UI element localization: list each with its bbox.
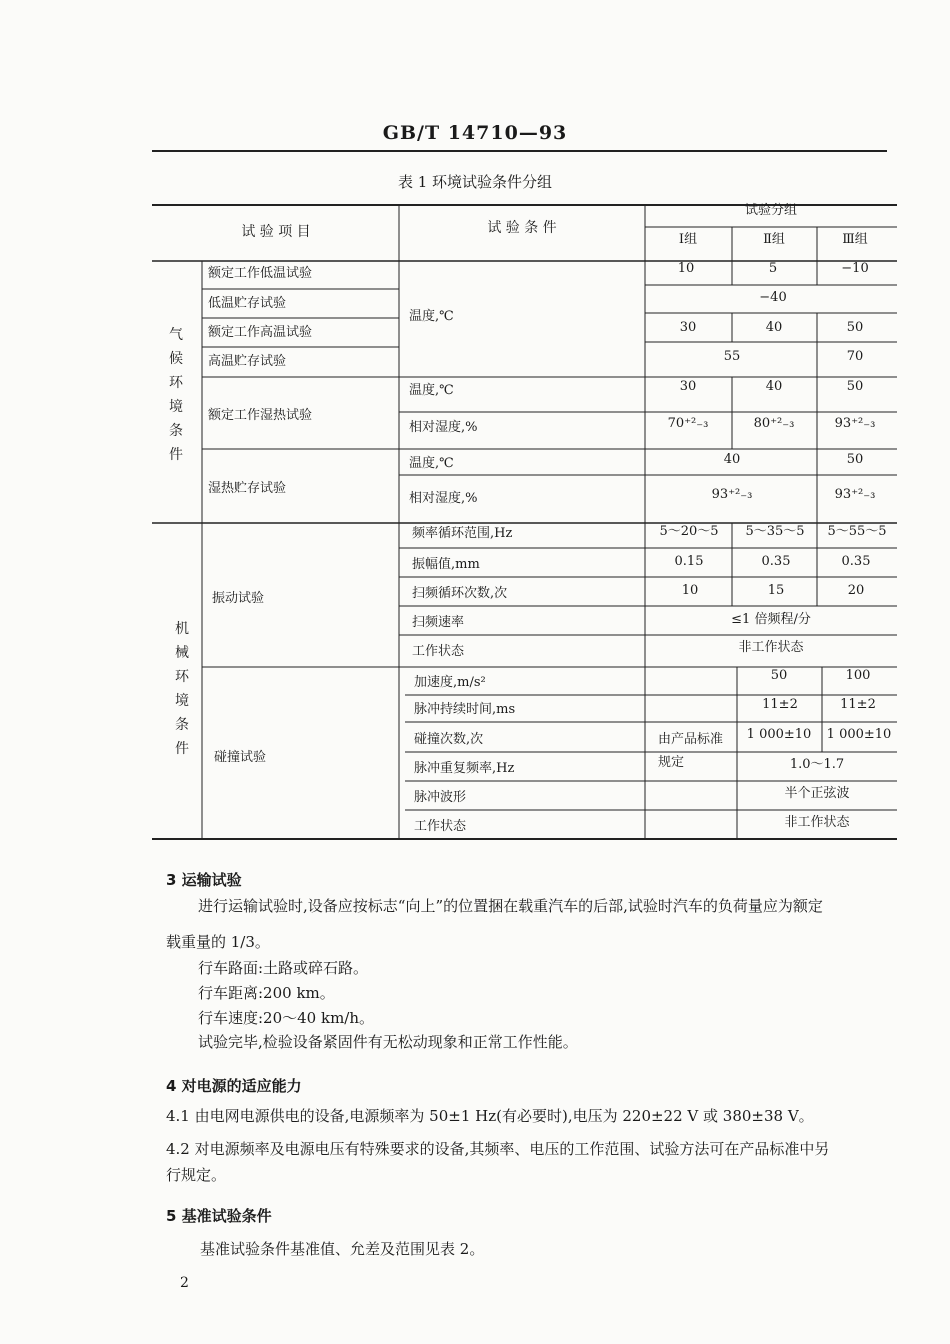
value: 15 — [767, 583, 785, 598]
category-char: 条 — [175, 717, 189, 733]
value: 非工作状态 — [738, 640, 804, 655]
value: 10 — [677, 261, 695, 276]
value: 70⁺²₋₃ — [667, 416, 709, 431]
value: 50 — [846, 452, 864, 467]
category-char: 气 — [169, 327, 183, 343]
value: 20 — [847, 583, 865, 598]
condition: 振幅值,mm — [412, 557, 480, 572]
value: −10 — [841, 261, 869, 276]
value: 40 — [765, 379, 783, 394]
section-3-road: 行车路面:土路或碎石路。 — [198, 959, 369, 977]
value: 5 — [768, 261, 778, 276]
category-char: 械 — [175, 645, 189, 661]
category-char: 机 — [175, 621, 189, 637]
value: 0.15 — [674, 554, 704, 569]
condition: 温度,℃ — [409, 383, 454, 398]
condition-temperature: 温度,℃ — [409, 309, 454, 324]
value: 55 — [723, 349, 741, 364]
environment-test-table — [152, 197, 897, 840]
condition: 扫频循环次数,次 — [412, 586, 508, 601]
value: 非工作状态 — [784, 815, 850, 830]
category-char: 件 — [169, 447, 183, 463]
header-group: 试验分组 — [744, 203, 798, 218]
value: 11±2 — [762, 697, 798, 712]
section-3-result: 试验完毕,检验设备紧固件有无松动现象和正常工作性能。 — [198, 1033, 578, 1051]
value: 1 000±10 — [746, 727, 812, 742]
table-caption: 表 1 环境试验条件分组 — [397, 173, 553, 191]
section-5-paragraph: 基准试验条件基准值、允差及范围见表 2。 — [200, 1240, 485, 1258]
bump-group1-note: 规定 — [658, 755, 685, 770]
category-char: 件 — [175, 741, 189, 757]
value: 1.0～1.7 — [789, 757, 845, 772]
page-number: 2 — [180, 1275, 189, 1291]
item-damp-heat-store: 湿热贮存试验 — [208, 481, 287, 496]
item-high-temp-work: 额定工作高温试验 — [208, 325, 313, 340]
value: 40 — [723, 452, 741, 467]
section-4-1: 4.1 由电网电源供电的设备,电源频率为 50±1 Hz(有必要时),电压为 220±22 V 或 380±38 V。 — [166, 1107, 814, 1125]
section-4-2: 4.2 对电源频率及电源电压有特殊要求的设备,其频率、电压的工作范围、试验方法可在产品标准中另 — [166, 1140, 830, 1158]
value: 30 — [679, 320, 697, 335]
value: 50 — [846, 379, 864, 394]
condition: 温度,℃ — [409, 456, 454, 471]
condition: 工作状态 — [412, 644, 465, 659]
value: 93⁺²₋₃ — [711, 487, 753, 502]
value: ≤1 倍频程/分 — [731, 612, 811, 627]
header-group-3: Ⅲ组 — [842, 232, 868, 247]
value: 93⁺²₋₃ — [834, 416, 876, 431]
condition: 扫频速率 — [412, 615, 465, 630]
item-bump: 碰撞试验 — [214, 750, 267, 765]
section-5-heading: 5 基准试验条件 — [166, 1207, 272, 1225]
item-low-temp-store: 低温贮存试验 — [208, 296, 287, 311]
condition: 脉冲波形 — [414, 790, 467, 805]
header-group-1: Ⅰ组 — [678, 232, 698, 247]
bump-group1-note: 由产品标准 — [658, 732, 724, 747]
condition: 工作状态 — [414, 819, 467, 834]
category-char: 环 — [175, 669, 189, 685]
item-damp-heat-work: 额定工作湿热试验 — [208, 408, 313, 423]
category-char: 候 — [169, 351, 183, 367]
section-3-heading: 3 运输试验 — [166, 871, 242, 889]
section-4-2: 行规定。 — [166, 1166, 227, 1184]
standard-number: GB/T 14710—93 — [382, 122, 568, 144]
condition: 相对湿度,% — [409, 491, 478, 506]
value: 0.35 — [761, 554, 791, 569]
value: 半个正弦波 — [784, 786, 850, 801]
category-climate — [168, 323, 184, 467]
header-item: 试 验 项 目 — [241, 224, 311, 240]
section-3-paragraph: 载重量的 1/3。 — [166, 933, 270, 951]
header-group-2: Ⅱ组 — [763, 232, 785, 247]
condition: 加速度,m/s² — [414, 675, 486, 690]
value: 50 — [846, 320, 864, 335]
value: 70 — [846, 349, 864, 364]
category-char: 环 — [169, 375, 183, 391]
condition: 频率循环范围,Hz — [412, 526, 513, 541]
value: 0.35 — [841, 554, 871, 569]
item-high-temp-store: 高温贮存试验 — [208, 354, 287, 369]
item-low-temp-work: 额定工作低温试验 — [208, 266, 313, 281]
value: 5～55～5 — [827, 524, 887, 539]
section-3-speed: 行车速度:20～40 km/h。 — [198, 1009, 375, 1027]
value: 40 — [765, 320, 783, 335]
value: 30 — [679, 379, 697, 394]
condition: 相对湿度,% — [409, 420, 478, 435]
value: 100 — [845, 668, 871, 683]
section-4-heading: 4 对电源的适应能力 — [166, 1077, 302, 1095]
value: 5～35～5 — [745, 524, 805, 539]
section-3-paragraph: 进行运输试验时,设备应按标志“向上”的位置捆在载重汽车的后部,试验时汽车的负荷量应为额定 — [198, 897, 823, 915]
item-vibration: 振动试验 — [212, 591, 265, 606]
header-rule — [152, 150, 887, 152]
value: 10 — [681, 583, 699, 598]
section-3-distance: 行车距离:200 km。 — [198, 984, 335, 1002]
condition: 脉冲重复频率,Hz — [414, 761, 515, 776]
value: 80⁺²₋₃ — [753, 416, 795, 431]
value: 1 000±10 — [826, 727, 892, 742]
condition: 脉冲持续时间,ms — [414, 702, 516, 717]
value: 93⁺²₋₃ — [834, 487, 876, 502]
category-char: 境 — [169, 399, 183, 415]
category-char: 境 — [175, 693, 189, 709]
value: −40 — [759, 290, 787, 305]
category-mechanical — [174, 617, 190, 761]
value: 5～20～5 — [659, 524, 719, 539]
value: 11±2 — [840, 697, 876, 712]
value: 50 — [770, 668, 788, 683]
header-condition: 试 验 条 件 — [487, 220, 557, 236]
category-char: 条 — [169, 423, 183, 439]
condition: 碰撞次数,次 — [414, 732, 484, 747]
